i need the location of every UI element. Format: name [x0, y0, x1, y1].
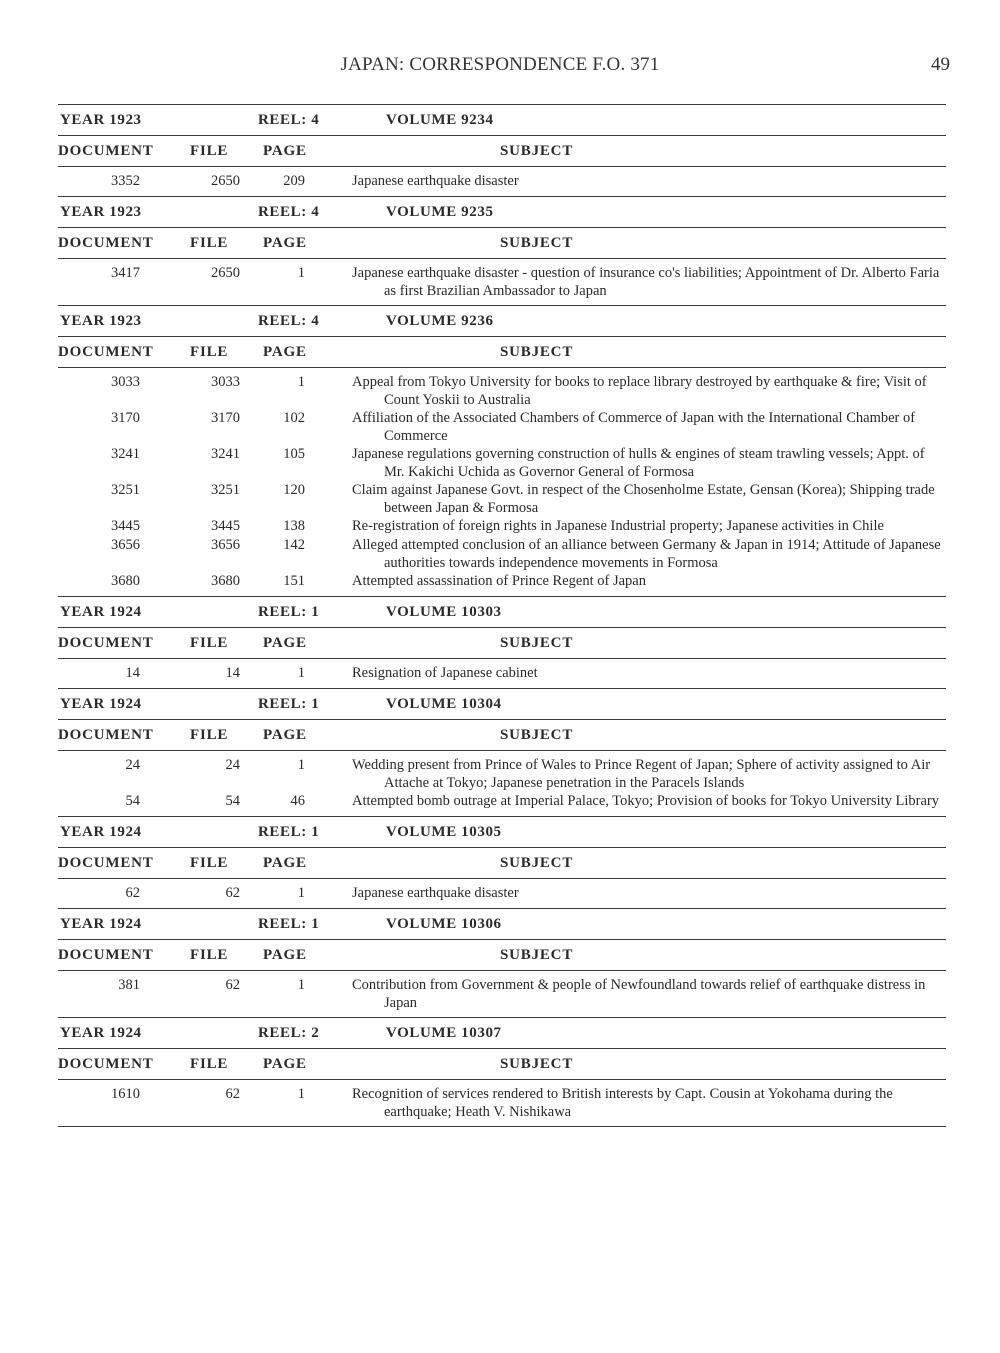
document-number: 3656 [111, 537, 140, 553]
column-file: FILE [190, 855, 229, 871]
year-label: YEAR 1924 [60, 824, 142, 840]
document-number: 3680 [111, 573, 140, 589]
subject-text: Japanese earthquake disaster [352, 885, 519, 901]
file-number: 62 [225, 1086, 240, 1102]
volume-section [58, 104, 946, 196]
table-row [58, 537, 946, 573]
column-file: FILE [190, 344, 229, 360]
reel-label: REEL: 4 [258, 313, 320, 329]
year-label: YEAR 1923 [60, 112, 142, 128]
volume-section [58, 596, 946, 688]
subject-text: Claim against Japanese Govt. in respect of the Chosenholme Estate, Gensan (Korea); Shipping trade between Japan & Formosa [352, 482, 935, 516]
entry-list [58, 751, 946, 816]
page-number-cell: 1 [297, 757, 305, 773]
entry-list [58, 1080, 946, 1126]
table-row [58, 482, 946, 518]
page-number-cell: 138 [283, 518, 305, 534]
year-label: YEAR 1924 [60, 1025, 142, 1041]
page-number-cell: 151 [283, 573, 305, 589]
subject-text: Appeal from Tokyo University for books to replace library destroyed by earthquake & fire; Visit of Count Yoskii to Australia [352, 374, 927, 408]
column-subject: SUBJECT [500, 635, 574, 651]
table-row [58, 410, 946, 446]
page-number-cell: 120 [283, 482, 305, 498]
file-number: 14 [225, 665, 240, 681]
page-number-cell: 1 [297, 885, 305, 901]
subject-text: Wedding present from Prince of Wales to Prince Regent of Japan; Sphere of activity assigned to Air Attache at Tokyo; Japanese penetration in the Paracels Islands [352, 757, 931, 791]
column-file: FILE [190, 727, 229, 743]
table-row [58, 518, 946, 537]
reel-label: REEL: 1 [258, 824, 320, 840]
year-label: YEAR 1923 [60, 313, 142, 329]
file-number: 54 [225, 793, 240, 809]
volume-header [58, 1018, 946, 1048]
column-file: FILE [190, 947, 229, 963]
volume-header [58, 909, 946, 939]
column-subject: SUBJECT [500, 344, 574, 360]
year-label: YEAR 1923 [60, 204, 142, 220]
volume-header [58, 105, 946, 135]
file-number: 3241 [211, 446, 240, 462]
column-subject: SUBJECT [500, 1056, 574, 1072]
entry-list [58, 879, 946, 908]
document-number: 54 [125, 793, 140, 809]
column-page: PAGE [263, 947, 307, 963]
page-number-cell: 46 [290, 793, 305, 809]
file-number: 3251 [211, 482, 240, 498]
document-number: 3417 [111, 265, 140, 281]
column-file: FILE [190, 143, 229, 159]
volume-header [58, 597, 946, 627]
reel-label: REEL: 2 [258, 1025, 320, 1041]
subject-text: Re-registration of foreign rights in Japanese Industrial property; Japanese activities in Chile [352, 518, 884, 534]
reel-label: REEL: 1 [258, 604, 320, 620]
column-header [58, 940, 946, 970]
table-row [58, 446, 946, 482]
year-label: YEAR 1924 [60, 604, 142, 620]
table-row [58, 793, 946, 812]
column-page: PAGE [263, 727, 307, 743]
year-label: YEAR 1924 [60, 916, 142, 932]
column-document: DOCUMENT [58, 855, 154, 871]
column-subject: SUBJECT [500, 727, 574, 743]
page-number-cell: 1 [297, 665, 305, 681]
column-subject: SUBJECT [500, 235, 574, 251]
entry-list [58, 259, 946, 305]
document-number: 24 [125, 757, 140, 773]
table-row [58, 173, 946, 192]
column-document: DOCUMENT [58, 947, 154, 963]
file-number: 2650 [211, 173, 240, 189]
volume-label: VOLUME 10303 [386, 604, 502, 620]
table-row [58, 265, 946, 301]
page-number-cell: 142 [283, 537, 305, 553]
document-number: 1610 [111, 1086, 140, 1102]
column-page: PAGE [263, 344, 307, 360]
column-document: DOCUMENT [58, 143, 154, 159]
volume-header [58, 817, 946, 847]
page-title: JAPAN: CORRESPONDENCE F.O. 371 [340, 54, 660, 75]
file-number: 3656 [211, 537, 240, 553]
page-number: 49 [931, 54, 950, 75]
page-number-cell: 209 [283, 173, 305, 189]
page-number-cell: 102 [283, 410, 305, 426]
volume-header [58, 197, 946, 227]
volume-label: VOLUME 10305 [386, 824, 502, 840]
document-number: 3251 [111, 482, 140, 498]
page-number-cell: 1 [297, 265, 305, 281]
reel-label: REEL: 4 [258, 204, 320, 220]
document-number: 3033 [111, 374, 140, 390]
subject-text: Alleged attempted conclusion of an alliance between Germany & Japan in 1914; Attitude of Japanese authorities towards independence movements in Formosa [352, 537, 941, 571]
file-number: 24 [225, 757, 240, 773]
reel-label: REEL: 1 [258, 696, 320, 712]
entry-list [58, 167, 946, 196]
entry-list [58, 659, 946, 688]
document-number: 14 [125, 665, 140, 681]
column-page: PAGE [263, 635, 307, 651]
column-subject: SUBJECT [500, 143, 574, 159]
volume-section [58, 688, 946, 816]
subject-text: Japanese regulations governing construction of hulls & engines of steam trawling vessels; Appt. of Mr. Kakichi Uchida as Governor General of Formosa [352, 446, 925, 480]
column-header [58, 848, 946, 878]
column-page: PAGE [263, 855, 307, 871]
volume-label: VOLUME 9234 [386, 112, 494, 128]
file-number: 3680 [211, 573, 240, 589]
volume-label: VOLUME 10304 [386, 696, 502, 712]
subject-text: Japanese earthquake disaster [352, 173, 519, 189]
column-document: DOCUMENT [58, 344, 154, 360]
table-row [58, 573, 946, 592]
entry-list [58, 971, 946, 1017]
volume-label: VOLUME 9236 [386, 313, 494, 329]
subject-text: Recognition of services rendered to British interests by Capt. Cousin at Yokohama during the earthquake; Heath V. Nishikawa [352, 1086, 893, 1120]
column-page: PAGE [263, 1056, 307, 1072]
file-number: 3170 [211, 410, 240, 426]
column-document: DOCUMENT [58, 727, 154, 743]
volume-section [58, 196, 946, 305]
volume-label: VOLUME 9235 [386, 204, 494, 220]
column-subject: SUBJECT [500, 947, 574, 963]
table-row [58, 665, 946, 684]
subject-text: Resignation of Japanese cabinet [352, 665, 538, 681]
volume-label: VOLUME 10306 [386, 916, 502, 932]
table-row [58, 1086, 946, 1122]
year-label: YEAR 1924 [60, 696, 142, 712]
column-file: FILE [190, 1056, 229, 1072]
volume-header [58, 689, 946, 719]
column-document: DOCUMENT [58, 1056, 154, 1072]
subject-text: Attempted bomb outrage at Imperial Palace, Tokyo; Provision of books for Tokyo University Library [352, 793, 939, 809]
volume-section [58, 1017, 946, 1126]
subject-text: Contribution from Government & people of Newfoundland towards relief of earthquake distress in Japan [352, 977, 926, 1011]
volume-section [58, 908, 946, 1017]
page-number-cell: 1 [297, 977, 305, 993]
entry-list [58, 368, 946, 596]
document-number: 3241 [111, 446, 140, 462]
column-subject: SUBJECT [500, 855, 574, 871]
volume-section [58, 305, 946, 596]
column-file: FILE [190, 235, 229, 251]
file-number: 2650 [211, 265, 240, 281]
volume-section [58, 816, 946, 908]
document-number: 381 [118, 977, 140, 993]
file-number: 62 [225, 885, 240, 901]
column-header [58, 628, 946, 658]
table-row [58, 885, 946, 904]
column-header [58, 228, 946, 258]
column-header [58, 136, 946, 166]
page-header [0, 54, 1000, 80]
subject-text: Affiliation of the Associated Chambers of Commerce of Japan with the International Chamber of Commerce [352, 410, 916, 444]
page-number-cell: 105 [283, 446, 305, 462]
column-document: DOCUMENT [58, 235, 154, 251]
table-row [58, 977, 946, 1013]
reel-label: REEL: 4 [258, 112, 320, 128]
column-document: DOCUMENT [58, 635, 154, 651]
correspondence-index [58, 104, 946, 1127]
subject-text: Attempted assassination of Prince Regent of Japan [352, 573, 646, 589]
page-number-cell: 1 [297, 1086, 305, 1102]
table-row [58, 757, 946, 793]
column-file: FILE [190, 635, 229, 651]
document-number: 62 [125, 885, 140, 901]
file-number: 3445 [211, 518, 240, 534]
document-number: 3352 [111, 173, 140, 189]
column-page: PAGE [263, 235, 307, 251]
column-header [58, 1049, 946, 1079]
subject-text: Japanese earthquake disaster - question of insurance co's liabilities; Appointment of Dr. Alberto Faria as first Brazilian Ambassador to Japan [352, 265, 940, 299]
file-number: 3033 [211, 374, 240, 390]
page-number-cell: 1 [297, 374, 305, 390]
file-number: 62 [225, 977, 240, 993]
document-number: 3170 [111, 410, 140, 426]
column-header [58, 337, 946, 367]
column-page: PAGE [263, 143, 307, 159]
reel-label: REEL: 1 [258, 916, 320, 932]
table-row [58, 374, 946, 410]
volume-label: VOLUME 10307 [386, 1025, 502, 1041]
column-header [58, 720, 946, 750]
volume-header [58, 306, 946, 336]
closing-rule [58, 1126, 946, 1127]
document-number: 3445 [111, 518, 140, 534]
